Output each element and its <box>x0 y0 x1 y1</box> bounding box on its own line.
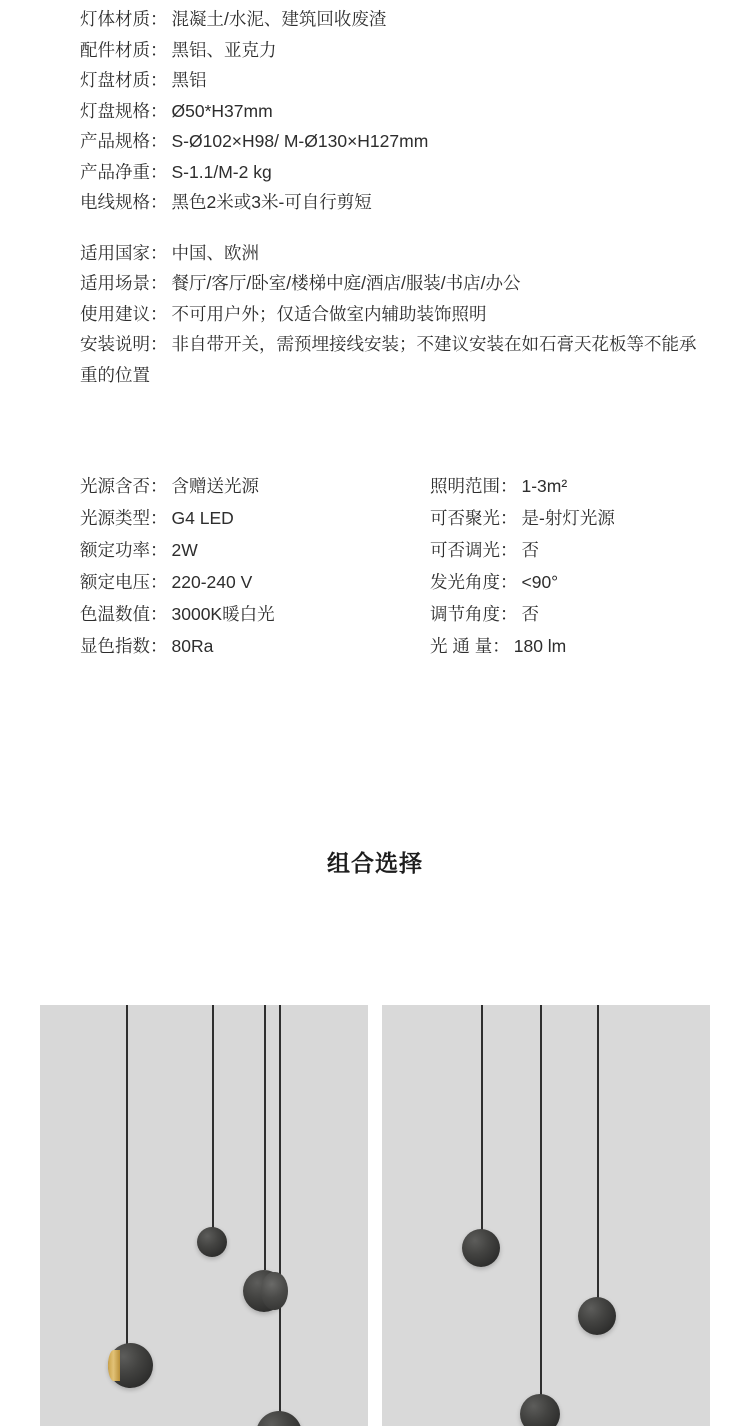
product-photo-left[interactable] <box>40 1005 368 1426</box>
tech-value: 是-射灯光源 <box>521 508 615 528</box>
lamp-ball <box>578 1297 616 1335</box>
spec-label: 产品规格 <box>80 131 150 151</box>
tech-label: 显色指数 <box>80 636 150 656</box>
spec-colon: ： <box>150 303 168 324</box>
spec-label: 安装说明 <box>80 334 150 354</box>
spec-row <box>80 299 700 330</box>
spec-label: 产品净重 <box>80 161 150 182</box>
gold-ring-accent <box>108 1350 120 1381</box>
tech-row <box>80 470 350 502</box>
tech-value: 含赠送光源 <box>171 476 259 496</box>
tech-colon: ： <box>150 636 168 656</box>
spec-label: 适用场景 <box>80 273 150 293</box>
spec-value: S-1.1/M-2 kg <box>171 161 272 182</box>
spec-label: 使用建议 <box>80 303 150 324</box>
spec-colon: ： <box>150 131 168 151</box>
spec-colon: ： <box>150 161 168 182</box>
lamp-ball-gold-accent <box>108 1343 153 1388</box>
tech-colon: ： <box>150 604 168 624</box>
spec-value: 餐厅/客厅/卧室/楼梯中庭/酒店/服装/书店/办公 <box>171 273 521 293</box>
lamp-cord <box>481 1005 483 1233</box>
spec-row <box>80 187 700 218</box>
tech-label: 可否调光 <box>430 540 500 560</box>
tech-row <box>80 534 350 566</box>
spec-row <box>80 35 700 66</box>
lamp-cord <box>212 1005 214 1229</box>
tech-label: 额定电压 <box>80 572 150 592</box>
tech-value: 3000K暖白光 <box>171 604 275 624</box>
spec-value: 混凝土/水泥、建筑回收废渣 <box>171 9 387 29</box>
tech-label: 调节角度 <box>430 604 500 624</box>
tech-colon: ： <box>500 604 518 624</box>
tech-value: 180 lm <box>513 636 567 656</box>
tech-colon: ： <box>500 508 518 528</box>
spec-colon: ： <box>150 39 168 60</box>
lamp-cord <box>597 1005 599 1301</box>
tech-label: 光源含否 <box>80 476 150 496</box>
spec-colon: ： <box>150 192 168 212</box>
lamp-ball <box>256 1411 302 1426</box>
technical-column-right <box>430 470 700 662</box>
spec-label: 适用国家 <box>80 242 150 263</box>
lamp-ball-shade <box>261 1272 287 1311</box>
spec-colon: ： <box>150 334 168 354</box>
spacer <box>80 218 700 238</box>
tech-value: 220-240 V <box>171 572 253 592</box>
tech-value: G4 LED <box>171 508 234 528</box>
tech-row <box>80 566 350 598</box>
spec-row <box>80 329 700 390</box>
tech-label: 额定功率 <box>80 540 150 560</box>
lamp-cord <box>126 1005 128 1369</box>
tech-row <box>80 502 350 534</box>
tech-label: 照明范围 <box>430 476 500 496</box>
lamp-ball-gold-accent <box>243 1270 285 1312</box>
tech-colon: ： <box>150 508 168 528</box>
tech-row <box>80 598 350 630</box>
section-heading-combination: 组合选择 <box>327 850 423 876</box>
tech-colon: ： <box>500 476 518 496</box>
spec-label: 配件材质 <box>80 39 150 60</box>
spec-value: 非自带开关，需预埋接线安装；不建议安装在如石膏天花板等不能承重的位置 <box>80 334 697 385</box>
tech-row <box>80 630 350 662</box>
lamp-ball <box>462 1229 500 1267</box>
tech-value: 80Ra <box>171 636 214 656</box>
tech-colon: ： <box>492 636 510 656</box>
tech-colon: ： <box>150 572 168 592</box>
spec-value: 中国、欧洲 <box>171 242 259 263</box>
tech-row <box>430 566 700 598</box>
spec-colon: ： <box>150 9 168 29</box>
spec-row <box>80 96 700 127</box>
tech-value: 1-3m² <box>521 476 568 496</box>
spec-value: S-Ø102×H98/ M-Ø130×H127mm <box>171 131 429 151</box>
tech-row <box>430 598 700 630</box>
spec-colon: ： <box>150 100 168 121</box>
spec-value: Ø50*H37mm <box>171 100 273 121</box>
spec-row <box>80 268 700 299</box>
lamp-ball <box>520 1394 560 1426</box>
spec-row <box>80 4 700 35</box>
technical-parameters <box>80 470 700 662</box>
specification-block <box>80 4 700 390</box>
spec-value: 不可用户外；仅适合做室内辅助装饰照明 <box>171 303 487 324</box>
tech-colon: ： <box>500 572 518 592</box>
tech-label: 发光角度 <box>430 572 500 592</box>
spec-row <box>80 65 700 96</box>
spec-label: 电线规格 <box>80 192 150 212</box>
tech-label: 光 通 量 <box>430 636 493 656</box>
tech-colon: ： <box>500 540 518 560</box>
tech-row <box>430 630 700 662</box>
tech-colon: ： <box>150 540 168 560</box>
tech-label: 可否聚光 <box>430 508 500 528</box>
spec-value: 黑色2米或3米-可自行剪短 <box>171 192 372 212</box>
tech-value: 否 <box>521 540 539 560</box>
spec-label: 灯盘规格 <box>80 100 150 121</box>
technical-column-left <box>80 470 350 662</box>
spec-value: 黑铝、亚克力 <box>171 39 277 60</box>
tech-label: 色温数值 <box>80 604 150 624</box>
spec-label: 灯盘材质 <box>80 70 150 90</box>
spec-label: 灯体材质 <box>80 9 150 29</box>
lamp-cord <box>540 1005 542 1398</box>
tech-value: 2W <box>171 540 198 560</box>
tech-value: 否 <box>521 604 539 624</box>
spec-row <box>80 157 700 188</box>
product-photo-right[interactable] <box>382 1005 710 1426</box>
lamp-cord <box>264 1005 266 1270</box>
tech-row <box>430 534 700 566</box>
spec-colon: ： <box>150 70 168 90</box>
spec-colon: ： <box>150 273 168 293</box>
spec-row <box>80 126 700 157</box>
tech-value: <90° <box>521 572 559 592</box>
tech-colon: ： <box>150 476 168 496</box>
tech-row <box>430 470 700 502</box>
lamp-ball <box>197 1227 227 1257</box>
spec-value: 黑铝 <box>171 70 207 90</box>
spec-colon: ： <box>150 242 168 263</box>
product-image-gallery <box>40 1005 710 1426</box>
lamp-cord <box>279 1005 281 1426</box>
spec-row <box>80 238 700 269</box>
tech-label: 光源类型 <box>80 508 150 528</box>
tech-row <box>430 502 700 534</box>
